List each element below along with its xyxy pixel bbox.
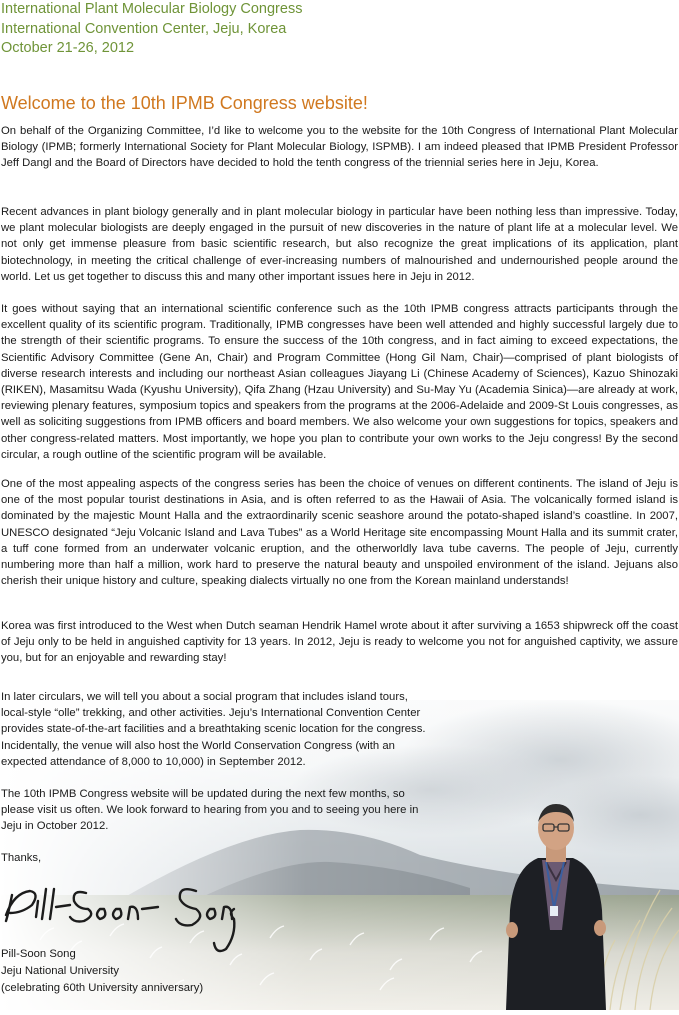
signatory-note: (celebrating 60th University anniversary) (1, 982, 204, 994)
signatory-name: Pill-Soon Song (1, 948, 76, 960)
congress-name: International Plant Molecular Biology Congress (1, 1, 303, 17)
handwritten-signature (0, 875, 240, 957)
paragraph-welcome: On behalf of the Organizing Committee, I’d like to welcome you to the website for the 10th Congress of International Plant Molecular Biology (IPMB; formerly International Society for Plant Molecular Biology, ISPMB). I am indeed pleased that IPMB President Professor Jeff Dangl and the Board of Directors have decided to hold the tenth congress of the triennial series here in Jeju, Korea. (1, 125, 678, 170)
paragraph-website-updates: The 10th IPMB Congress website will be updated during the next few months, so please visit us often. We look forward to hearing from you and to seeing you here in Jeju in October 2012. (1, 788, 419, 833)
signatory-block (1, 946, 301, 997)
congress-header (1, 0, 661, 59)
closing-text: Thanks, (1, 852, 42, 864)
portrait-photo (498, 800, 613, 1010)
welcome-title: Welcome to the 10th IPMB Congress website! (1, 93, 368, 113)
paragraph-advances: Recent advances in plant biology generally and in plant molecular biology in particular have been nothing less than impressive. Today, we plant molecular biologists are deeply engaged in the pursuit of new discoveries in the nature of plant life at a molecular level. We not only get immense pleasure from basic scientific research, but also recognize the great implications of its application, plant biotechnology, in meeting the critical challenge of ever-increasing numbers of malnourished and undernourished people around the world. Let us get together to discuss this and many other important issues here in Jeju in 2012. (1, 206, 678, 283)
congress-dates: October 21-26, 2012 (1, 40, 135, 56)
congress-venue: International Convention Center, Jeju, Korea (1, 20, 287, 37)
signatory-affiliation: Jeju National University (1, 965, 120, 977)
paragraph-social-program: In later circulars, we will tell you about a social program that includes island tours, local-style “olle” trekking, and other activities. Jeju’s International Convention Center provides state-of-the-art facilities and a breathtaking scenic location for the congress. Incidentally, the venue will also host the World Conservation Congress (with an expected attendance of 8,000 to 10,000) in September 2012. (1, 691, 426, 768)
paragraph-history: Korea was first introduced to the West when Dutch seaman Hendrik Hamel wrote about it after surviving a 1653 shipwreck off the coast of Jeju only to be held in anguished captivity for 13 years. In 2012, Jeju is ready to welcome you not for anguished captivity, we assure you, but for an enjoyable and rewarding stay! (1, 620, 678, 665)
paragraph-program: It goes without saying that an international scientific conference such as the 10th IPMB congress attracts participants through the excellent quality of its scientific program. Traditionally, IPMB congresses have been well attended and highly successful largely due to the strength of their scientific programs. To ensure the success of the 10th congress, and in fact aiming to exceed expectations, the Scientific Advisory Committee (Gene An, Chair) and Program Committee (Hong Gil Nam, Chair)—comprised of plant biologists of diverse research interests and including our northeast Asian colleagues Jiayang Li (Chinese Academy of Sciences), Kazuo Shinozaki (RIKEN), Masamitsu Wada (Kyushu University), Qifa Zhang (Hzau University) and Su-May Yu (Academia Sinica)—are already at work, reviewing plenary features, symposium topics and speakers from the programs at the 2006-Adelaide and 2009-St Louis congresses, as well as soliciting suggestions from IPMB officers and board members. We also welcome your own suggestions for topics, speakers and other congress-related matters. Most importantly, we hope you plan to contribute your own works to the Jeju congress! By the second circular, a rough outline of the scientific program will be available. (1, 303, 678, 461)
paragraph-jeju: One of the most appealing aspects of the congress series has been the choice of venues on different continents. The island of Jeju is one of the most popular tourist destinations in Asia, and is often referred to as the Hawaii of Asia. The volcanically formed island is dominated by the majestic Mount Halla and the extraordinarily scenic seashore around the potato-shaped island’s coastline. In 2007, UNESCO designated “Jeju Volcanic Island and Lava Tubes” as a World Heritage site encompassing Mount Halla and its summit crater, a tuff cone formed from an underwater volcanic eruption, and the otherworldly lava tube caverns. The people of Jeju, currently numbering more than half a million, work hard to preserve the natural beauty and unspoiled environment of the island. Jejuans also cherish their unique history and culture, speaking dialects virtually no one from the Korean mainland understands! (1, 478, 678, 588)
